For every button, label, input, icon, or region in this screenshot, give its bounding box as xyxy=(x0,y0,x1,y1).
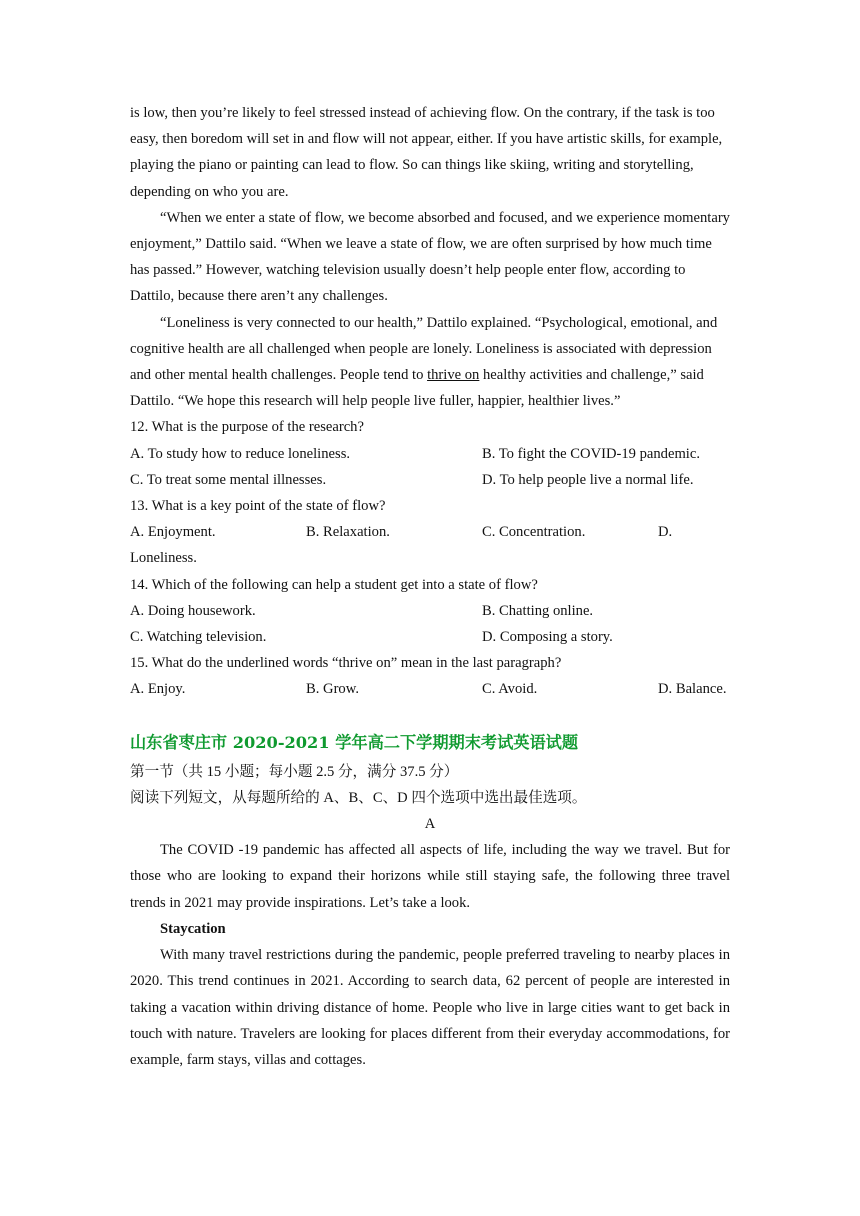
passage-a-body: With many travel restrictions during the pandemic, people preferred traveling to nearby places in 2020. This trend continues in 2021. According to search data, 62 percent of people are interested in taking a vacation within driving distance of home. People who live in large cities want to get back in touch with nature. Travelers are looking for places different from their everyday accommodations, for example, farm stays, villas and cottages. xyxy=(130,947,730,1068)
exam-instruction: 阅读下列短文，从每题所给的 A、B、C、D 四个选项中选出最佳选项。 xyxy=(130,789,587,806)
section-gap xyxy=(130,703,730,727)
question-13-option-d-text: Loneliness. xyxy=(130,550,197,567)
question-13-options xyxy=(130,519,730,571)
passage-a-subheading: Staycation xyxy=(160,920,226,937)
question-14-option-a: A. Doing housework. xyxy=(130,602,256,619)
passage-label: A xyxy=(424,816,436,833)
question-13-option-d-letter: D. xyxy=(658,524,673,541)
question-15-stem: 15. What do the underlined words “thrive on” mean in the last paragraph? xyxy=(130,655,562,672)
question-12-option-d: D. To help people live a normal life. xyxy=(482,471,694,488)
question-13-option-c: C. Concentration. xyxy=(482,524,586,541)
question-12-option-a: A. To study how to reduce loneliness. xyxy=(130,445,351,462)
question-12-options xyxy=(130,441,730,493)
paragraph-3-text-start: “Loneliness is very connected to our health,” Dattilo explained. “Psychological, emotional, and cognitive health are all challenged when people are lonely. Loneliness is associated with depression and other mental health challenges. People tend to xyxy=(130,314,718,384)
question-15-option-d: D. Balance. xyxy=(658,681,727,698)
exam-section-title: 山东省枣庄市 2020-2021 学年高二下学期期末考试英语试题 xyxy=(130,732,579,752)
question-14-option-d: D. Composing a story. xyxy=(482,629,613,646)
question-15-option-a: A. Enjoy. xyxy=(130,681,186,698)
passage-a-intro: The COVID -19 pandemic has affected all aspects of life, including the way we travel. But for those who are looking to expand their horizons while still staying safe, the following three travel trends in 2021 may provide inspirations. Let’s take a look. xyxy=(130,842,730,911)
underlined-phrase: thrive on xyxy=(427,367,480,384)
question-14-option-c: C. Watching television. xyxy=(130,629,267,646)
passage-paragraph-3 xyxy=(130,310,730,415)
passage-paragraph-1: is low, then you’re likely to feel stressed instead of achieving flow. On the contrary, if the task is too easy, then boredom will set in and flow will not appear, either. If you have artistic skills, for example, playing the piano or painting can lead to flow. So can things like skiing, writing and storytelling, depending on who you are. xyxy=(130,105,723,200)
question-12-option-c: C. To treat some mental illnesses. xyxy=(130,471,327,488)
exam-part-info: 第一节（共 15 小题；每小题 2.5 分，满分 37.5 分） xyxy=(130,763,459,780)
question-13-stem: 13. What is a key point of the state of flow? xyxy=(130,498,386,515)
question-13-option-b: B. Relaxation. xyxy=(306,524,390,541)
question-14-option-b: B. Chatting online. xyxy=(482,602,594,619)
question-12-option-b: B. To fight the COVID-19 pandemic. xyxy=(482,445,700,462)
paragraph-3-text-end: healthy activities and challenge,” said Dattilo. “We hope this research will help people live fuller, happier, healthier lives.” xyxy=(130,367,704,410)
question-12-stem: 12. What is the purpose of the research? xyxy=(130,419,364,436)
question-14-stem: 14. Which of the following can help a student get into a state of flow? xyxy=(130,576,538,593)
question-13-option-a: A. Enjoyment. xyxy=(130,524,216,541)
question-15-options xyxy=(130,676,730,702)
question-15-option-b: B. Grow. xyxy=(306,681,359,698)
document-page xyxy=(130,100,730,1073)
question-14-options xyxy=(130,598,730,650)
passage-paragraph-2: “When we enter a state of flow, we become absorbed and focused, and we experience momentary enjoyment,” Dattilo said. “When we leave a state of flow, we are often surprised by how much time has passed.” However, watching television usually doesn’t help people enter flow, according to Dattilo, because there aren’t any challenges. xyxy=(130,209,730,305)
question-15-option-c: C. Avoid. xyxy=(482,681,538,698)
